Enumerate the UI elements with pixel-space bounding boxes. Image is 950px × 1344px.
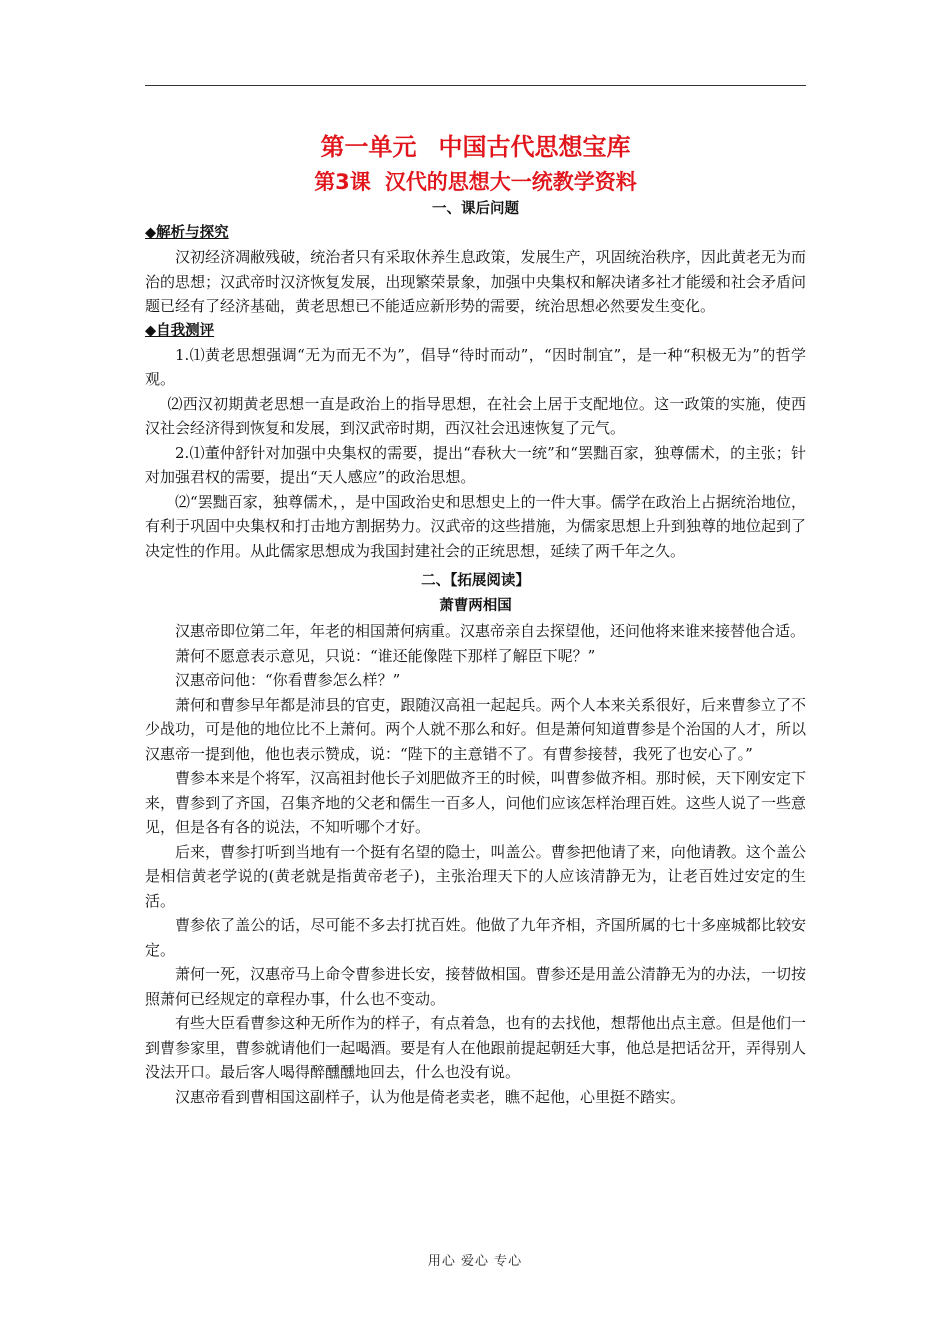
header-rule — [145, 85, 806, 86]
story-title: 萧曹两相国 — [439, 598, 512, 614]
story-paragraph: 汉惠帝看到曹相国这副样子，认为他是倚老卖老，瞧不起他，心里挺不踏实。 — [175, 1087, 686, 1106]
story-paragraph: 汉惠帝问他：“你看曹参怎么样？” — [175, 671, 401, 689]
story-paragraph: 萧何和曹参早年都是沛县的官吏，跟随汉高祖一起起兵。两个人本来关系很好，后来曹参立了不少战功，可是他的地位比不上萧何。两个人就不那么和好。但是萧何知道曹参是个治国的人才，所以汉惠帝一提到他，他也表示赞成，说：“陛下的主意错不了。有曹参接替，我死了也安心了。” — [145, 695, 806, 763]
analysis-label: ◆解析与探究 — [145, 225, 229, 241]
analysis-paragraph: 汉初经济凋敝残破，统治者只有采取休养生息政策，发展生产，巩固统治秩序，因此黄老无为而治的思想；汉武帝时汉济恢复发展，出现繁荣景象，加强中央集权和解决诸多社才能缓和社会矛盾问题已经有了经济基础，黄老思想已不能适应新形势的需要，统治思想必然要发生变化。 — [145, 248, 806, 315]
selftest-label: ◆自我测评 — [145, 322, 215, 339]
story-paragraph: 曹参依了盖公的话，尽可能不多去打扰百姓。他做了九年齐相，齐国所属的七十多座城都比较安定。 — [145, 916, 806, 959]
story-paragraph: 萧何一死，汉惠帝马上命令曹参进长安，接替做相国。曹参还是用盖公清静无为的办法，一切按照萧何已经规定的章程办事，什么也不变动。 — [145, 965, 806, 1008]
lesson-title: 第3课 汉代的思想大一统教学资料 — [314, 170, 637, 194]
story-paragraph: 有些大臣看曹参这种无所作为的样子，有点着急，也有的去找他，想帮他出点主意。但是他们一到曹参家里，曹参就请他们一起喝酒。要是有人在他跟前提起朝廷大事，他总是把话岔开，弄得别人没法开口。最后客人喝得醉醺醺地回去，什么也没有说。 — [145, 1014, 806, 1081]
section-heading-2: 二、【拓展阅读】 — [421, 573, 530, 589]
story-paragraph: 萧何不愿意表示意见，只说：“谁还能像陛下那样了解臣下呢？” — [175, 646, 596, 665]
answer-2-1: 2.⑴董仲舒针对加强中央集权的需要，提出“春秋大一统”和“罢黜百家，独尊儒术，的主张；针对加强君权的需要，提出“天人感应”的政治思想。 — [145, 443, 806, 486]
document-body — [145, 125, 806, 1109]
story-paragraph: 后来，曹参打听到当地有一个挺有名望的隐士，叫盖公。曹参把他请了来，向他请教。这个盖公是相信黄老学说的(黄老就是指黄帝老子)，主张治理天下的人应该清静无为，让老百姓过安定的生活。 — [145, 842, 806, 910]
section-heading-1: 一、课后问题 — [432, 201, 519, 217]
story-paragraph: 曹参本来是个将军，汉高祖封他长子刘肥做齐王的时候，叫曹参做齐相。那时候，天下刚安定下来，曹参到了齐国，召集齐地的父老和儒生一百多人，问他们应该怎样治理百姓。这些人说了一些意见，但是各有各的说法，不知听哪个才好。 — [145, 769, 806, 836]
page-footer: 用心 爱心 专心 — [427, 1254, 523, 1269]
answer-2-2: ⑵“罢黜百家，独尊儒术，，是中国政治史和思想史上的一件大事。儒学在政治上占据统治地位，有利于巩固中央集权和打击地方割据势力。汉武帝的这些措施，为儒家思想上升到独尊的地位起到了决定性的作用。从此儒家思想成为我国封建社会的正统思想，延续了两千年之久。 — [145, 492, 806, 560]
unit-title: 第一单元 中国古代思想宝库 — [320, 133, 631, 161]
answer-1-1: 1.⑴黄老思想强调“无为而无不为”，倡导“待时而动”，“因时制宜”，是一种“积极无为”的哲学观。 — [145, 345, 806, 388]
story-paragraph: 汉惠帝即位第二年，年老的相国萧何病重。汉惠帝亲自去探望他，还问他将来谁来接替他合适。 — [175, 622, 806, 640]
answer-1-2: ⑵西汉初期黄老思想一直是政治上的指导思想，在社会上居于支配地位。这一政策的实施，使西汉社会经济得到恢复和发展，到汉武帝时期，西汉社会迅速恢复了元气。 — [145, 394, 806, 437]
